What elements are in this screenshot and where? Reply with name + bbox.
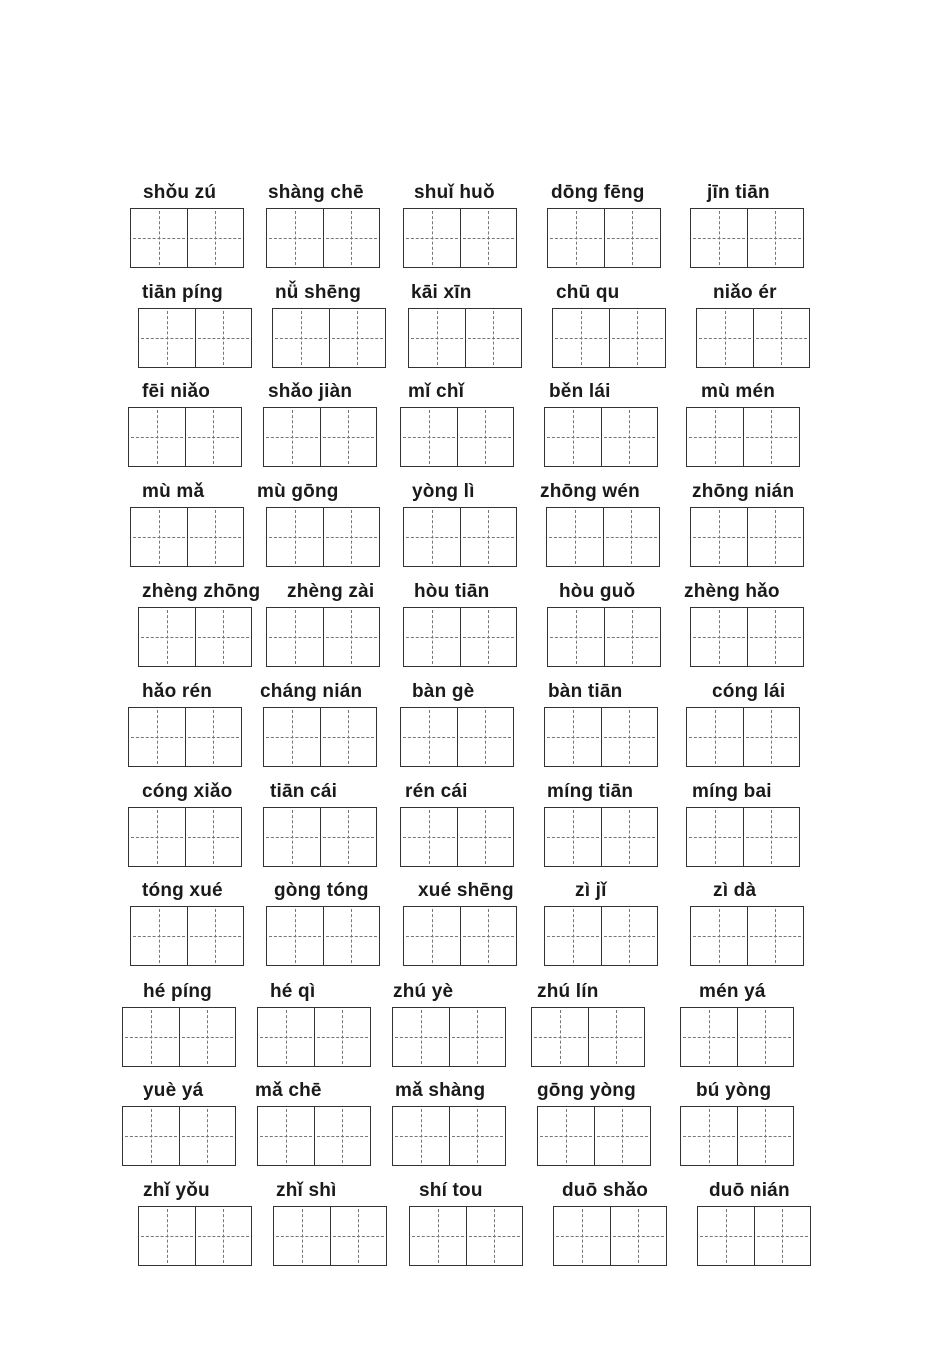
writing-grid[interactable] [138,1206,252,1266]
pinyin-label: kāi xīn [411,282,472,303]
writing-grid[interactable] [403,607,517,667]
writing-grid[interactable] [547,607,661,667]
writing-grid[interactable] [263,407,377,467]
writing-grid[interactable] [697,1206,811,1266]
pinyin-label: cóng xiǎo [142,781,233,802]
pinyin-label: zhǐ yǒu [143,1180,210,1201]
writing-grid[interactable] [553,1206,667,1266]
pinyin-label: bàn gè [412,681,475,702]
writing-grid[interactable] [686,707,800,767]
writing-grid[interactable] [537,1106,651,1166]
writing-grid[interactable] [400,707,514,767]
worksheet-row [0,182,950,282]
worksheet-row [0,1180,950,1280]
writing-grid[interactable] [130,906,244,966]
worksheet-row [0,381,950,481]
pinyin-label: zì dà [713,880,757,901]
pinyin-label: shuǐ huǒ [414,182,495,203]
writing-grid[interactable] [266,507,380,567]
pinyin-label: mǐ chǐ [408,381,465,402]
writing-grid[interactable] [686,407,800,467]
writing-grid[interactable] [531,1007,645,1067]
writing-grid[interactable] [403,507,517,567]
pinyin-label: zhú lín [537,981,599,1002]
writing-grid[interactable] [680,1007,794,1067]
pinyin-label: bú yòng [696,1080,772,1101]
pinyin-label: tóng xué [142,880,223,901]
pinyin-label: mù mǎ [142,481,205,502]
writing-grid[interactable] [130,208,244,268]
pinyin-label: fēi niǎo [142,381,211,402]
pinyin-label: běn lái [549,381,611,402]
writing-grid[interactable] [263,807,377,867]
writing-grid[interactable] [690,906,804,966]
worksheet-row [0,781,950,881]
writing-grid[interactable] [408,308,522,368]
writing-grid[interactable] [138,607,252,667]
writing-grid[interactable] [128,407,242,467]
pinyin-label: duō nián [709,1180,790,1201]
pinyin-label: cháng nián [260,681,363,702]
pinyin-label: mù gōng [257,481,339,502]
pinyin-label: mù mén [701,381,776,402]
worksheet-row [0,681,950,781]
writing-grid[interactable] [403,208,517,268]
writing-grid[interactable] [392,1007,506,1067]
writing-grid[interactable] [686,807,800,867]
writing-grid[interactable] [690,208,804,268]
pinyin-label: bàn tiān [548,681,623,702]
writing-grid[interactable] [272,308,386,368]
pinyin-label: rén cái [405,781,468,802]
pinyin-label: mǎ shàng [395,1080,486,1101]
pinyin-label: zì jǐ [575,880,607,901]
writing-grid[interactable] [128,807,242,867]
writing-grid[interactable] [257,1106,371,1166]
pinyin-label: mén yá [699,981,766,1002]
pinyin-label: nǚ shēng [275,282,362,303]
pinyin-label: shàng chē [268,182,364,203]
pinyin-label: hé píng [143,981,212,1002]
pinyin-label: niǎo ér [713,282,777,303]
pinyin-label: jīn tiān [707,182,770,203]
pinyin-label: hǎo rén [142,681,213,702]
pinyin-label: zhōng nián [692,481,795,502]
writing-grid[interactable] [690,607,804,667]
worksheet-row [0,581,950,681]
writing-grid[interactable] [400,407,514,467]
pinyin-label: tiān píng [142,282,223,303]
writing-grid[interactable] [128,707,242,767]
writing-grid[interactable] [122,1106,236,1166]
pinyin-label: yuè yá [143,1080,204,1101]
writing-grid[interactable] [257,1007,371,1067]
pinyin-label: míng bai [692,781,772,802]
pinyin-label: zhèng hǎo [684,581,780,602]
writing-grid[interactable] [546,507,660,567]
pinyin-label: zhèng zài [287,581,375,602]
pinyin-label: cóng lái [712,681,786,702]
pinyin-label: zhōng wén [540,481,640,502]
writing-grid[interactable] [544,707,658,767]
writing-grid[interactable] [138,308,252,368]
writing-grid[interactable] [266,208,380,268]
worksheet-row [0,981,950,1081]
pinyin-label: shǒu zú [143,182,217,203]
worksheet-row [0,481,950,581]
pinyin-label: hé qì [270,981,316,1002]
writing-grid[interactable] [544,906,658,966]
pinyin-label: tiān cái [270,781,338,802]
pinyin-label: dōng fēng [551,182,645,203]
worksheet-row [0,282,950,382]
writing-grid[interactable] [409,1206,523,1266]
writing-grid[interactable] [392,1106,506,1166]
writing-grid[interactable] [403,906,517,966]
writing-grid[interactable] [266,607,380,667]
pinyin-label: zhú yè [393,981,454,1002]
writing-grid[interactable] [263,707,377,767]
writing-grid[interactable] [400,807,514,867]
pinyin-label: duō shǎo [562,1180,649,1201]
writing-grid[interactable] [122,1007,236,1067]
pinyin-label: chū qu [556,282,620,303]
pinyin-label: gòng tóng [274,880,369,901]
writing-grid[interactable] [696,308,810,368]
writing-grid[interactable] [680,1106,794,1166]
pinyin-label: shǎo jiàn [268,381,353,402]
writing-grid[interactable] [690,507,804,567]
writing-grid[interactable] [266,906,380,966]
pinyin-label: xué shēng [418,880,514,901]
worksheet-row [0,880,950,980]
pinyin-label: hòu tiān [414,581,490,602]
pinyin-label: hòu guǒ [559,581,636,602]
pinyin-label: zhèng zhōng [142,581,261,602]
pinyin-label: yòng lì [412,481,475,502]
pinyin-label: mǎ chē [255,1080,322,1101]
pinyin-label: zhǐ shì [276,1180,337,1201]
writing-grid[interactable] [544,807,658,867]
writing-grid[interactable] [552,308,666,368]
pinyin-label: gōng yòng [537,1080,636,1101]
pinyin-label: míng tiān [547,781,634,802]
writing-grid[interactable] [547,208,661,268]
writing-grid[interactable] [130,507,244,567]
worksheet-row [0,1080,950,1180]
pinyin-label: shí tou [419,1180,483,1201]
writing-grid[interactable] [544,407,658,467]
writing-grid[interactable] [273,1206,387,1266]
